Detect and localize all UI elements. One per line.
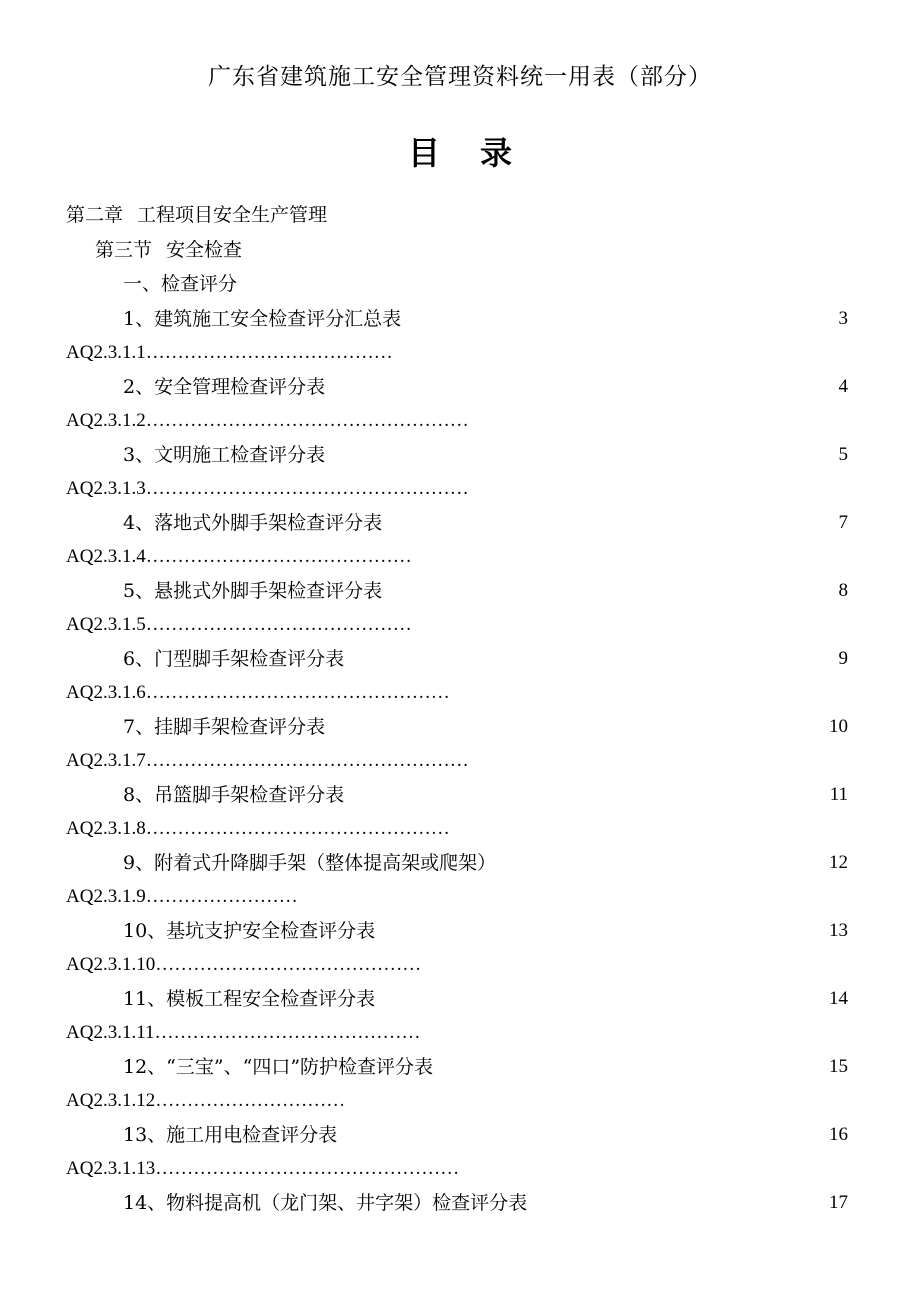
toc-entry-code: AQ2.3.1.8………………………………………… bbox=[66, 818, 450, 839]
toc-entry-page-number: 12 bbox=[829, 852, 848, 873]
toc-entry-title[interactable]: 12、“三宝”、“四口”防护检查评分表 bbox=[123, 1056, 434, 1078]
toc-entry-title[interactable]: 11、模板工程安全检查评分表 bbox=[123, 988, 376, 1010]
chapter-number: 第二章 bbox=[66, 204, 124, 226]
section-title: 安全检查 bbox=[166, 239, 243, 261]
toc-entry-code: AQ2.3.1.3…………………………………………… bbox=[66, 478, 469, 499]
toc-entry-code: AQ2.3.1.10…………………………………… bbox=[66, 954, 422, 975]
toc-entry-page-number: 4 bbox=[838, 376, 848, 397]
toc-entry-title[interactable]: 7、挂脚手架检查评分表 bbox=[123, 716, 326, 738]
toc-entry-page-number: 8 bbox=[838, 580, 848, 601]
toc-entry-page-number: 7 bbox=[838, 512, 848, 533]
toc-entry-code: AQ2.3.1.5…………………………………… bbox=[66, 614, 412, 635]
toc-entry-page-number: 17 bbox=[829, 1192, 848, 1213]
toc-entry-page-number: 15 bbox=[829, 1056, 848, 1077]
toc-entry-page-number: 3 bbox=[838, 308, 848, 329]
toc-entry-title[interactable]: 5、悬挑式外脚手架检查评分表 bbox=[123, 580, 383, 602]
toc-entry-page-number: 10 bbox=[829, 716, 848, 737]
toc-entry-title[interactable]: 10、基坑支护安全检查评分表 bbox=[123, 920, 376, 942]
toc-entry-code: AQ2.3.1.12………………………… bbox=[66, 1090, 346, 1111]
toc-entry-page-number: 14 bbox=[829, 988, 848, 1009]
toc-entry-page-number: 9 bbox=[838, 648, 848, 669]
document-title: 广东省建筑施工安全管理资料统一用表（部分） bbox=[208, 64, 712, 90]
toc-entry-code: AQ2.3.1.13………………………………………… bbox=[66, 1158, 460, 1179]
toc-entry-code: AQ2.3.1.2…………………………………………… bbox=[66, 410, 469, 431]
chapter-title: 工程项目安全生产管理 bbox=[137, 204, 328, 226]
toc-entry-code: AQ2.3.1.4…………………………………… bbox=[66, 546, 412, 567]
toc-heading-char-1: 目 bbox=[407, 134, 440, 172]
toc-entry-title[interactable]: 13、施工用电检查评分表 bbox=[123, 1124, 338, 1146]
toc-entry-page-number: 5 bbox=[838, 444, 848, 465]
toc-entry-title[interactable]: 4、落地式外脚手架检查评分表 bbox=[123, 512, 383, 534]
toc-entry-title[interactable]: 9、附着式升降脚手架（整体提高架或爬架） bbox=[123, 852, 497, 874]
toc-entry-title[interactable]: 2、安全管理检查评分表 bbox=[123, 376, 326, 398]
toc-entry-title[interactable]: 3、文明施工检查评分表 bbox=[123, 444, 326, 466]
toc-section bbox=[95, 237, 242, 263]
toc-entry-title[interactable]: 1、建筑施工安全检查评分汇总表 bbox=[123, 308, 402, 330]
toc-entry-page-number: 16 bbox=[829, 1124, 848, 1145]
toc-heading-char-2: 录 bbox=[480, 134, 513, 172]
toc-entry-page-number: 11 bbox=[829, 784, 848, 805]
toc-heading bbox=[0, 128, 920, 174]
toc-chapter bbox=[66, 202, 327, 228]
section-number: 第三节 bbox=[95, 239, 153, 261]
toc-entry-code: AQ2.3.1.11…………………………………… bbox=[66, 1022, 421, 1043]
toc-entry-page-number: 13 bbox=[829, 920, 848, 941]
toc-entry-title[interactable]: 14、物料提高机（龙门架、井字架）检查评分表 bbox=[123, 1192, 528, 1214]
toc-entry-title[interactable]: 6、门型脚手架检查评分表 bbox=[123, 648, 345, 670]
toc-entry-code: AQ2.3.1.1………………………………… bbox=[66, 342, 393, 363]
toc-entry-code: AQ2.3.1.7…………………………………………… bbox=[66, 750, 469, 771]
toc-entry-code: AQ2.3.1.6………………………………………… bbox=[66, 682, 450, 703]
toc-subsection: 一、检查评分 bbox=[123, 273, 238, 295]
toc-entry-code: AQ2.3.1.9…………………… bbox=[66, 886, 298, 907]
toc-entry-title[interactable]: 8、吊篮脚手架检查评分表 bbox=[123, 784, 345, 806]
